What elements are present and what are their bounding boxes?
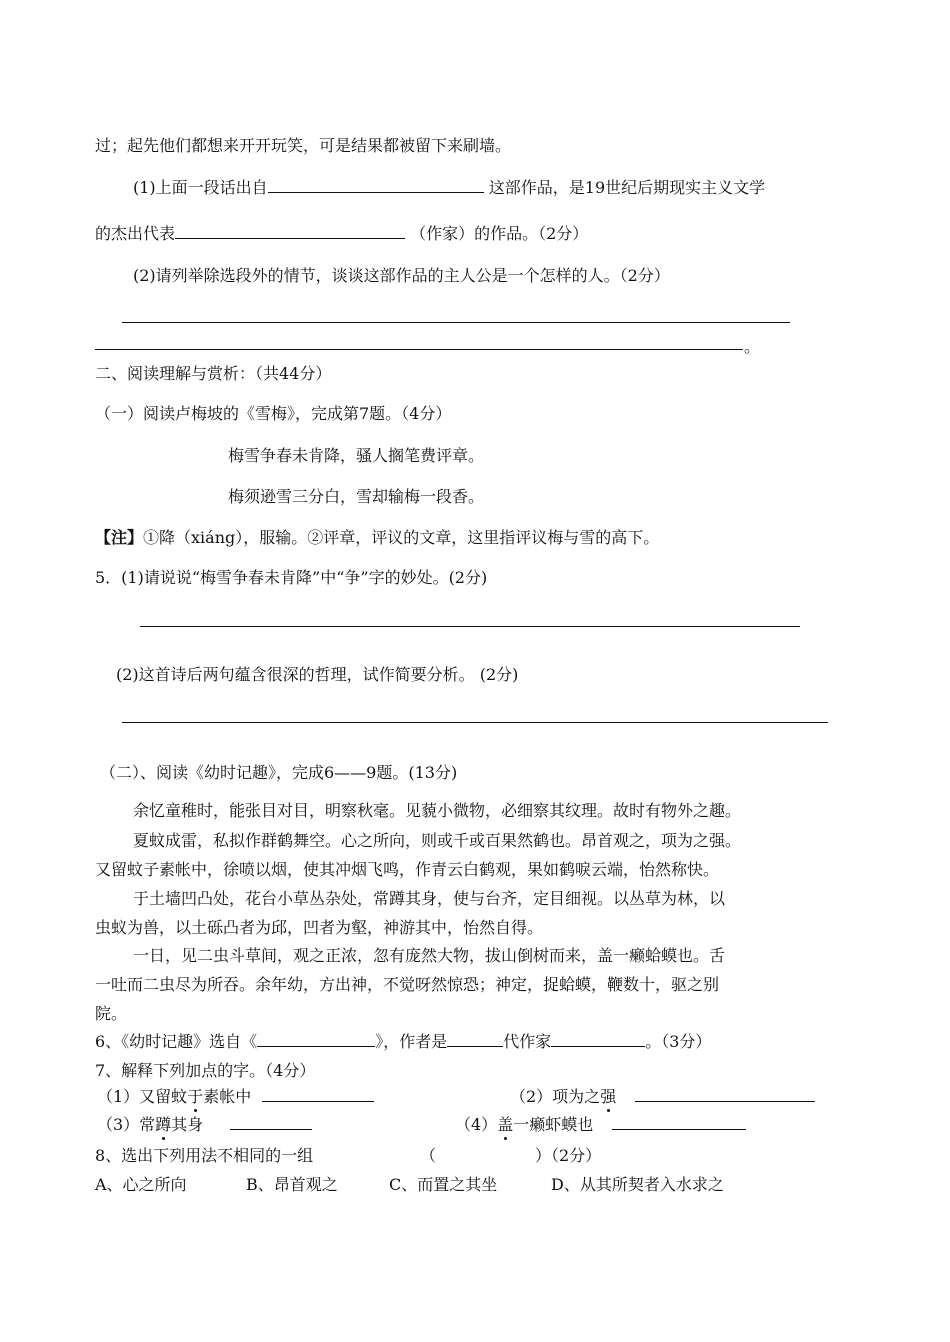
passage-line: 虫蚁为兽，以土砾凸者为邱，凹者为壑，神游其中，怡然自得。 bbox=[95, 918, 544, 937]
passage-line: 夏蚊成雷，私拟作群鹤舞空。心之所向，则或千或百果然鹤也。昂首观之，项为之强。 bbox=[133, 831, 742, 850]
question-1-line-2 bbox=[95, 224, 588, 244]
period-mark: 。 bbox=[744, 337, 761, 356]
passage-line: 一日，见二虫斗草间，观之正浓，忽有庞然大物，拔山倒树而来，盖一癞蛤蟆也。舌 bbox=[133, 946, 726, 965]
answer-line[interactable] bbox=[95, 349, 743, 350]
option-a: A、心之所向 bbox=[95, 1175, 187, 1194]
dotted-char: 蹲 bbox=[155, 1115, 172, 1134]
poem-line: 梅雪争春未肯降，骚人搁笔费评章。 bbox=[228, 446, 485, 465]
question-6 bbox=[95, 1032, 711, 1052]
passage-line: 院。 bbox=[95, 1004, 128, 1023]
passage-line: 于土墙凹凸处，花台小草丛杂处，常蹲其身，使与台齐，定目细视。以丛草为林，以 bbox=[133, 889, 726, 908]
option-b: B、昂首观之 bbox=[246, 1175, 338, 1194]
note-text: ①降（xiáng），服输。②评章，评议的文章，这里指评议梅与雪的高下。 bbox=[143, 528, 660, 547]
question-text: (1)上面一段话出自 bbox=[133, 178, 268, 197]
question-8: 8、选出下列用法不相同的一组 bbox=[95, 1146, 314, 1165]
question-7: 7、解释下列加点的字。（4分） bbox=[95, 1061, 316, 1080]
question-7-3 bbox=[97, 1115, 312, 1135]
option-c: C、而置之其坐 bbox=[389, 1175, 498, 1194]
question-text: 6、《幼时记趣》选自《 bbox=[95, 1032, 258, 1051]
passage-line: 余忆童稚时，能张目对目，明察秋毫。见藐小微物，必细察其纹理。故时有物外之趣。 bbox=[133, 801, 742, 820]
part-heading: （二）、阅读《幼时记趣》，完成6——9题。(13分) bbox=[100, 763, 458, 782]
question-text: 其身 bbox=[171, 1115, 204, 1134]
question-7-1 bbox=[97, 1087, 374, 1107]
answer-blank[interactable] bbox=[447, 1032, 503, 1047]
part-heading: （一）阅读卢梅坡的《雪梅》，完成第7题。（4分） bbox=[95, 404, 452, 423]
question-text: （作家）的作品。（2分） bbox=[410, 224, 589, 243]
question-text: 素帐中 bbox=[203, 1087, 252, 1106]
option-d: D、从其所契者入水求之 bbox=[551, 1175, 724, 1194]
question-1-line bbox=[133, 178, 765, 198]
answer-blank[interactable] bbox=[175, 224, 405, 239]
answer-blank[interactable] bbox=[612, 1115, 746, 1130]
question-text: 一癞虾蟆也 bbox=[513, 1115, 594, 1134]
question-8-paren-close: ）（2分） bbox=[535, 1146, 602, 1165]
question-text: 这部作品，是19世纪后期现实主义文学 bbox=[488, 178, 766, 197]
note bbox=[95, 528, 659, 548]
dotted-char: 于 bbox=[187, 1087, 204, 1106]
question-text: 代作家 bbox=[503, 1032, 552, 1051]
answer-line[interactable] bbox=[122, 722, 828, 723]
answer-blank[interactable] bbox=[262, 1087, 374, 1102]
question-8-paren-open: （ bbox=[420, 1146, 437, 1165]
question-7-4 bbox=[455, 1115, 746, 1135]
answer-blank[interactable] bbox=[230, 1115, 312, 1130]
dotted-char: 强 bbox=[600, 1087, 617, 1106]
note-label: 【注】 bbox=[95, 528, 144, 547]
answer-blank[interactable] bbox=[268, 178, 484, 193]
answer-line[interactable] bbox=[140, 626, 800, 627]
answer-line[interactable] bbox=[122, 322, 790, 323]
question-2-line: (2)请列举除选段外的情节，谈谈这部作品的主人公是一个怎样的人。（2分） bbox=[133, 266, 670, 285]
question-7-2 bbox=[510, 1087, 815, 1107]
passage-line: 一吐而二虫尽为所吞。余年幼，方出神，不觉呀然惊恐；神定，捉蛤蟆，鞭数十，驱之别 bbox=[95, 975, 720, 994]
question-text: 的杰出代表 bbox=[95, 224, 176, 243]
answer-blank[interactable] bbox=[551, 1032, 645, 1047]
question-text: 》，作者是 bbox=[375, 1032, 448, 1051]
answer-blank[interactable] bbox=[257, 1032, 375, 1047]
question-text: （4） bbox=[455, 1115, 498, 1134]
question-5-2: (2)这首诗后两句蕴含很深的哲理，试作简要分析。 (2分) bbox=[116, 665, 519, 684]
section-heading: 二、阅读理解与赏析：（共44分） bbox=[95, 364, 332, 383]
question-text: （3）常 bbox=[97, 1115, 156, 1134]
question-text: 。（3分） bbox=[645, 1032, 712, 1051]
answer-blank[interactable] bbox=[635, 1087, 815, 1102]
dotted-char: 盖 bbox=[497, 1115, 514, 1134]
passage-line: 又留蚊子素帐中，徐喷以烟，使其冲烟飞鸣，作青云白鹤观，果如鹤唳云端，怡然称快。 bbox=[95, 860, 720, 879]
question-text: （1）又留蚊 bbox=[97, 1087, 188, 1106]
text-line: 过；起先他们都想来开开玩笑，可是结果都被留下来刷墙。 bbox=[95, 136, 512, 155]
question-5-1: 5．(1)请说说“梅雪争春未肯降”中“争”字的妙处。(2分) bbox=[95, 568, 488, 587]
question-text: （2）项为之 bbox=[510, 1087, 601, 1106]
poem-line: 梅须逊雪三分白，雪却输梅一段香。 bbox=[228, 487, 485, 506]
